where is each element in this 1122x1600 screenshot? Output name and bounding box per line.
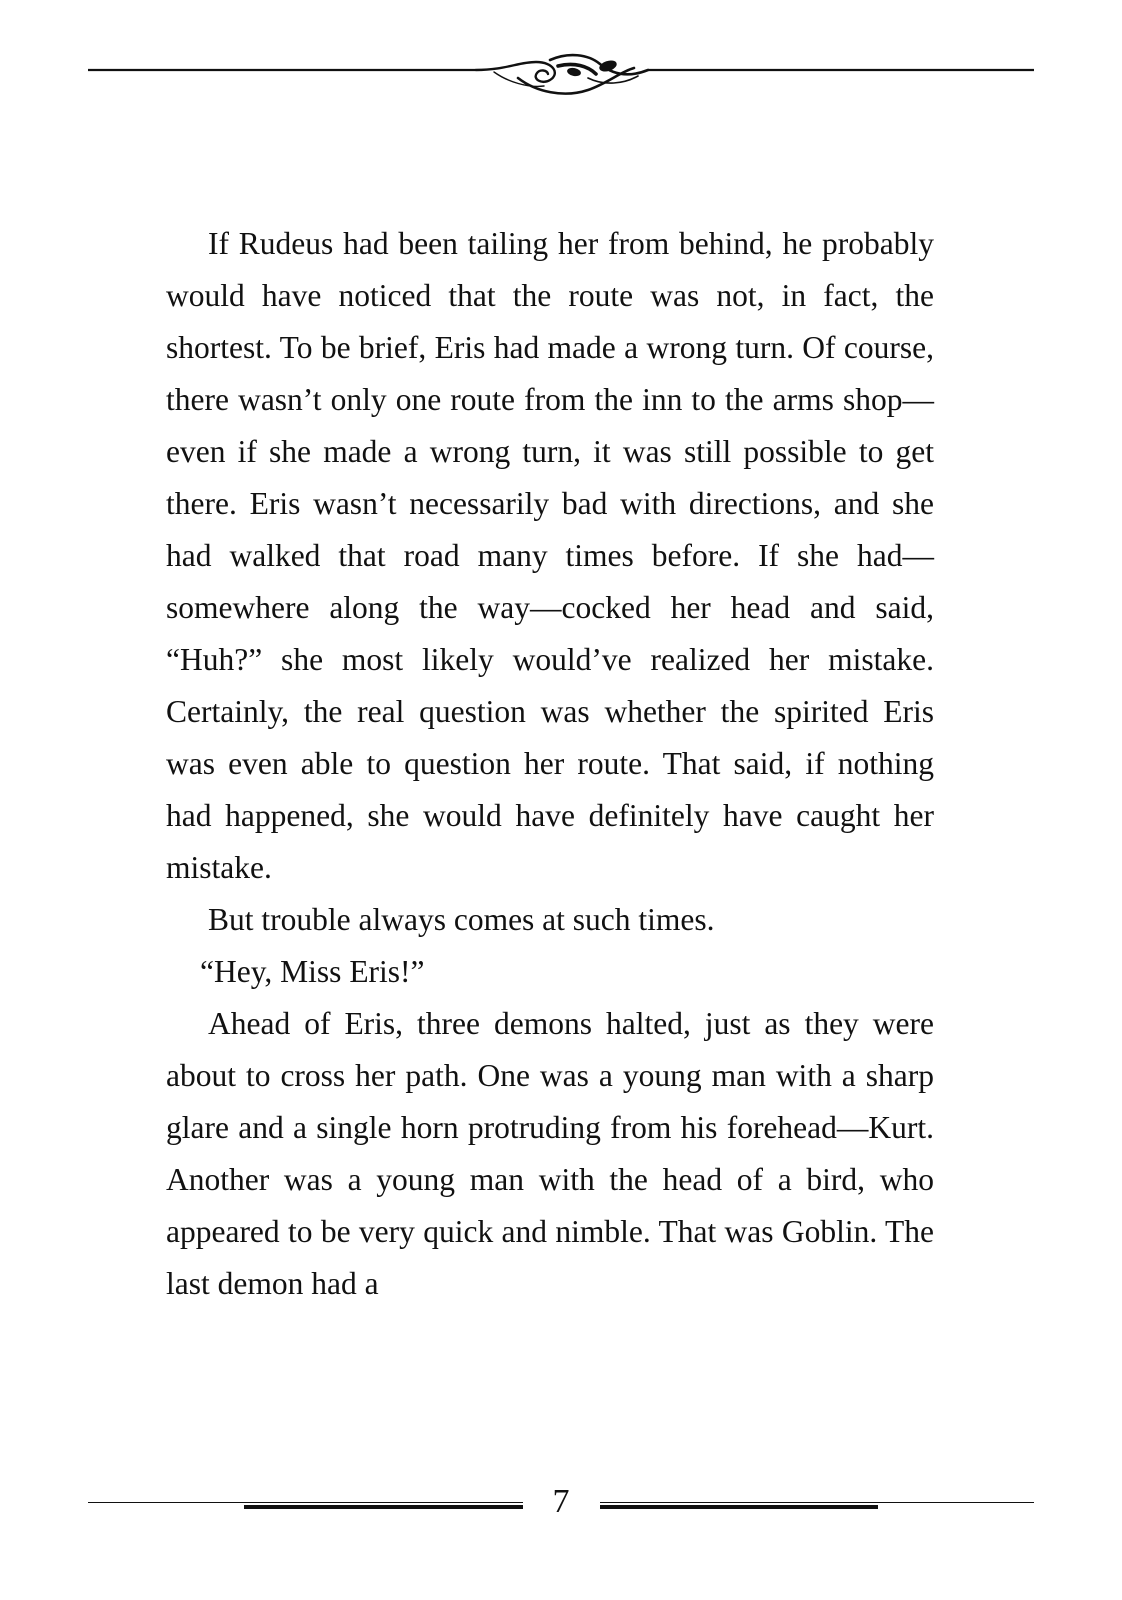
footer-rule-left	[88, 1502, 523, 1503]
header-ornament	[88, 48, 1034, 108]
decorative-flourish-divider-icon	[88, 48, 1034, 108]
page-number: 7	[552, 1483, 570, 1520]
paragraph: Ahead of Eris, three demons halted, just as they were about to cross her path. One was a young man with a sharp glare and a single horn protruding from his forehead—Kurt. Another was a young man with the head of a bird, who appeared to be very quick and nimble. That was Goblin. The last demon had a	[166, 1006, 934, 1301]
paragraph: But trouble always comes at such times.	[208, 902, 715, 937]
paragraph: If Rudeus had been tailing her from behind, he probably would have noticed that the route was not, in fact, the shortest. To be brief, Eris had made a wrong turn. Of course, there wasn’t only one route from the inn to the arms shop—even if she made a wrong turn, it was still possible to get there. Eris wasn’t necessarily bad with directions, and she had walked that road many times before. If she had—somewhere along the way—cocked her head and said, “Huh?” she most likely would’ve realized her mistake. Certainly, the real question was whether the spirited Eris was even able to question her route. That said, if nothing had happened, she would have definitely have caught her mistake.	[166, 226, 934, 885]
page-body	[166, 218, 934, 1310]
paragraph-dialogue: “Hey, Miss Eris!”	[200, 954, 425, 989]
page-footer	[88, 1482, 1034, 1522]
footer-rule-right	[600, 1502, 1035, 1503]
